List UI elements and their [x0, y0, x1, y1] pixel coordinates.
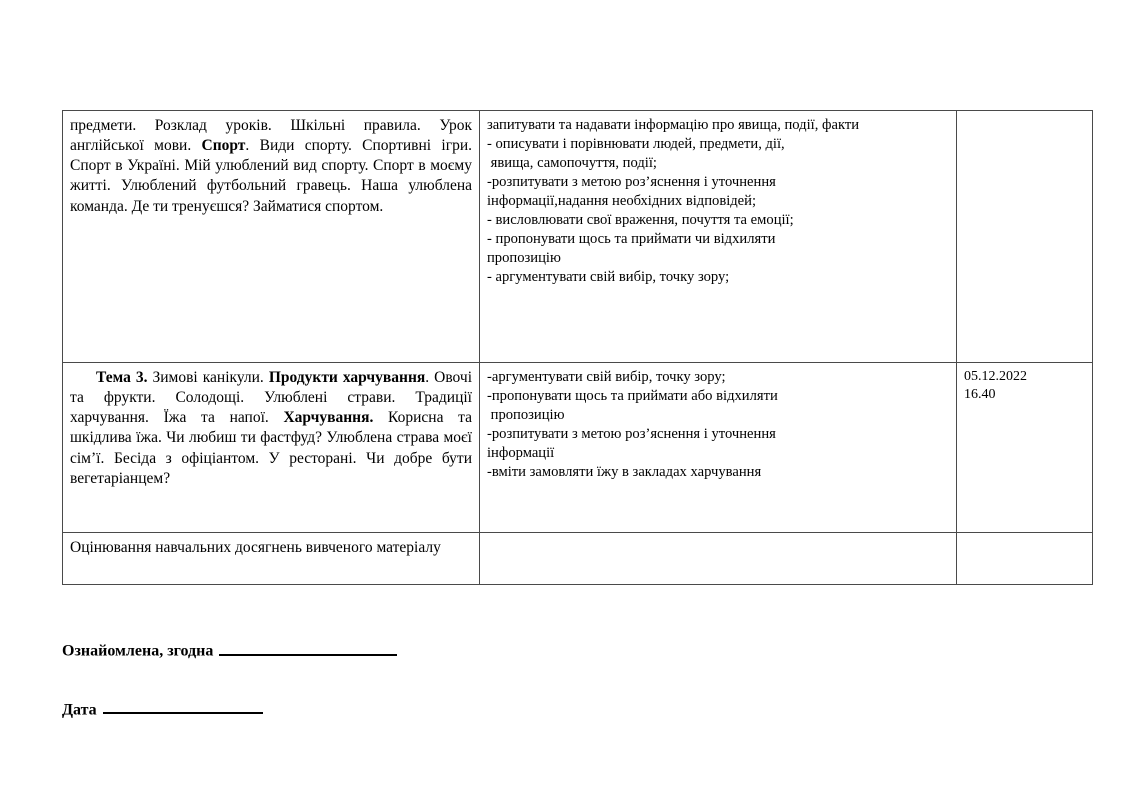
acknowledgement-line	[62, 640, 662, 661]
date-cell-row3	[957, 533, 1093, 585]
skill-line: -вміти замовляти їжу в закладах харчування	[487, 463, 762, 480]
topic-cell-row1	[63, 111, 480, 363]
topic-seg-3-bold: Продукти харчування	[268, 369, 426, 386]
table-row	[63, 111, 1093, 363]
skill-line: явища, самопочуття, події;	[487, 154, 657, 171]
curriculum-table	[62, 110, 1093, 585]
skills-cell-row3	[480, 533, 957, 585]
topic-seg-5-bold: Харчування.	[283, 409, 374, 427]
topic-theme-number: Тема 3.	[96, 369, 148, 386]
topic-seg-2: Зимові канікули.	[147, 369, 269, 386]
topic-text-row1-part2: . Види спорту. Спортивні ігри. Спорт в Україні. Мій улюблений вид спорту. Спорт в моєму житті. Улюблений футбольний гравець. Наша улюблена команда. Де ти тренуєшся? Займатися спортом.	[70, 137, 472, 215]
skill-line: інформації	[487, 444, 555, 461]
table-row	[63, 363, 1093, 533]
topic-seg-4: . Овочі та фрукти. Солодощі. Улюблені страви. Традиції харчування. Їжа та напої.	[70, 369, 473, 427]
date-signature-rule	[103, 699, 263, 715]
acknowledgement-label: Ознайомлена, згодна	[62, 642, 214, 660]
date-label: Дата	[62, 701, 97, 719]
date-cell-row2	[957, 363, 1093, 533]
skill-line: -аргументувати свій вибір, точку зору;	[487, 369, 726, 385]
skill-line: - описувати і порівнювати людей, предмети, дії,	[487, 135, 785, 152]
skill-line: - висловлювати свої враження, почуття та емоції;	[487, 211, 794, 228]
assessment-text: Оцінювання навчальних досягнень вивченого матеріалу	[70, 539, 441, 556]
skills-cell-row1	[480, 111, 957, 363]
date-value: 05.12.2022	[964, 369, 1027, 384]
skill-line: -пропонувати щось та приймати або відхиляти	[487, 387, 778, 404]
topic-text-row1-part1: предмети. Розклад уроків. Шкільні правила. Урок англійської мови.	[70, 117, 472, 155]
date-cell-row1	[957, 111, 1093, 363]
topic-cell-row2	[63, 363, 480, 533]
assessment-cell	[63, 533, 480, 585]
time-value: 16.40	[964, 387, 996, 403]
skill-line: інформації,надання необхідних відповідей;	[487, 192, 757, 209]
skill-line: запитувати та надавати інформацію про явища, події, факти	[487, 117, 860, 133]
signature-block	[62, 640, 662, 757]
skills-cell-row2	[480, 363, 957, 533]
skill-line: -розпитувати з метою роз’яснення і уточнення	[487, 425, 776, 442]
topic-text-row1-bold: Спорт	[201, 137, 246, 155]
table-row	[63, 533, 1093, 585]
topic-text-row2	[70, 368, 472, 489]
skill-line: - пропонувати щось та приймати чи відхиляти	[487, 230, 776, 247]
acknowledgement-signature-rule	[219, 640, 397, 656]
skill-line: -розпитувати з метою роз’яснення і уточнення	[487, 173, 776, 190]
skill-line: пропозицію	[487, 406, 565, 423]
topic-text-row1	[70, 116, 472, 217]
skill-line: - аргументувати свій вибір, точку зору;	[487, 268, 730, 285]
topic-seg-6: Корисна та шкідлива їжа. Чи любиш ти фастфуд? Улюблена страва моєї сім’ї. Бесіда з офіціантом. У ресторані. Чи добре бути вегетаріанцем?	[70, 409, 472, 487]
skill-line: пропозицію	[487, 249, 561, 266]
date-signature-line	[62, 699, 662, 720]
